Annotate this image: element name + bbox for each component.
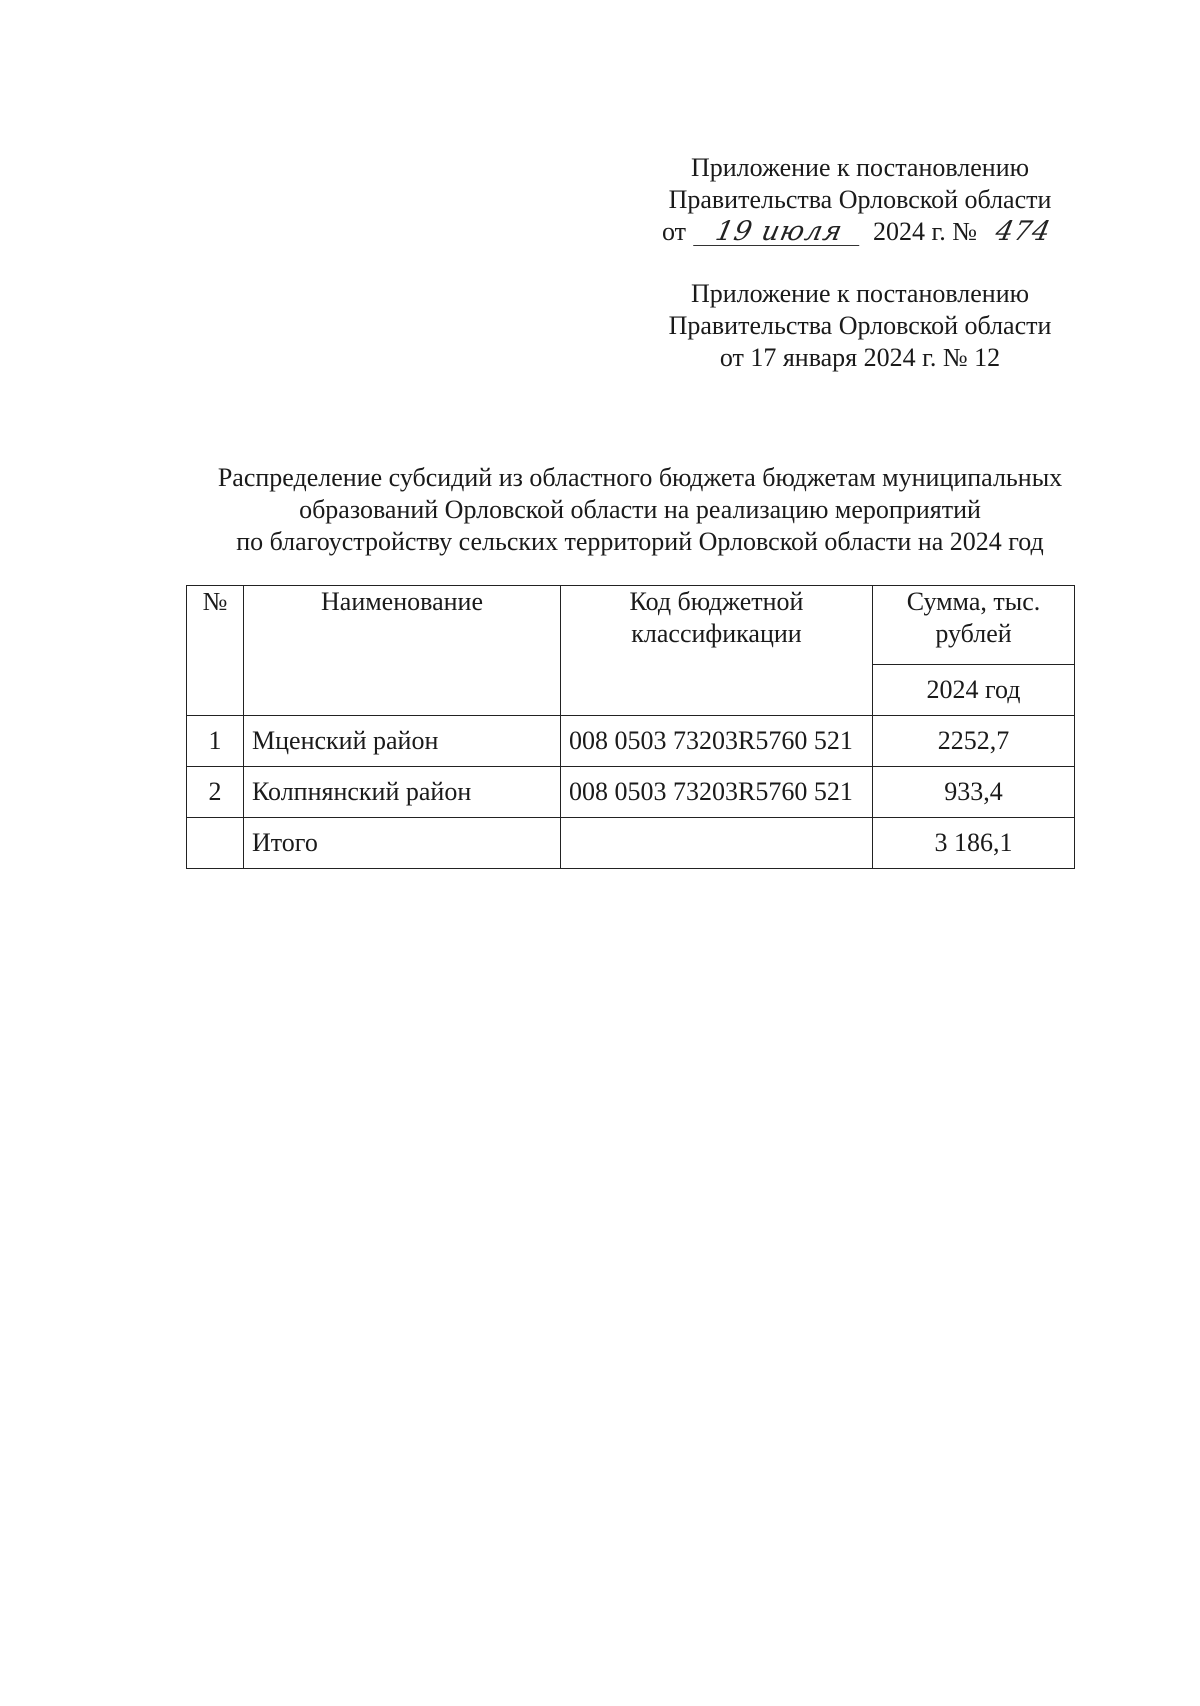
title-line-1: Распределение субсидий из областного бюджета бюджетам муниципальных — [217, 463, 1063, 492]
cell-num: 1 — [187, 716, 244, 767]
header-sum-line-2: рублей — [935, 619, 1012, 648]
annex-header-previous — [640, 278, 1080, 374]
table-total-row — [187, 818, 1075, 869]
cell-code: 008 0503 73203R5760 521 — [561, 767, 873, 818]
header-name: Наименование — [244, 586, 561, 716]
cell-num — [187, 818, 244, 869]
header-code-line-2: классификации — [631, 619, 802, 648]
header-sum — [873, 586, 1075, 665]
handwritten-date: 19 июля — [694, 219, 866, 246]
title-line-2: образований Орловской области на реализацию мероприятий — [299, 495, 981, 524]
subsidy-table — [186, 585, 1075, 869]
cell-code — [561, 818, 873, 869]
cell-code: 008 0503 73203R5760 521 — [561, 716, 873, 767]
table-row — [187, 716, 1075, 767]
cell-num: 2 — [187, 767, 244, 818]
title-line-3: по благоустройству сельских территорий Орловской области на 2024 год — [236, 527, 1044, 556]
cell-sum-total: 3 186,1 — [873, 818, 1075, 869]
cell-name: Мценский район — [244, 716, 561, 767]
annex-header-current — [640, 152, 1080, 248]
cell-name: Колпнянский район — [244, 767, 561, 818]
annex-year-text: 2024 г. № — [872, 217, 978, 246]
annex-prev-line-2: Правительства Орловской области — [668, 311, 1052, 340]
annex-line-1: Приложение к постановлению — [690, 153, 1030, 182]
annex-prev-line-1: Приложение к постановлению — [690, 279, 1030, 308]
header-code — [561, 586, 873, 716]
annex-line-2: Правительства Орловской области — [668, 185, 1052, 214]
header-num: № — [187, 586, 244, 716]
annex-prev-line-3: от 17 января 2024 г. № 12 — [719, 343, 1001, 372]
header-year: 2024 год — [873, 665, 1075, 716]
header-code-line-1: Код бюджетной — [629, 587, 804, 616]
cell-sum: 933,4 — [873, 767, 1075, 818]
annex-date-line — [640, 216, 1080, 248]
header-sum-line-1: Сумма, тыс. — [906, 587, 1041, 616]
table-header-row — [187, 586, 1075, 665]
annex-date-prefix: от — [661, 217, 686, 246]
handwritten-number: 474 — [992, 216, 1054, 247]
cell-sum: 2252,7 — [873, 716, 1075, 767]
table-row — [187, 767, 1075, 818]
cell-name-total: Итого — [244, 818, 561, 869]
document-title — [190, 462, 1090, 558]
